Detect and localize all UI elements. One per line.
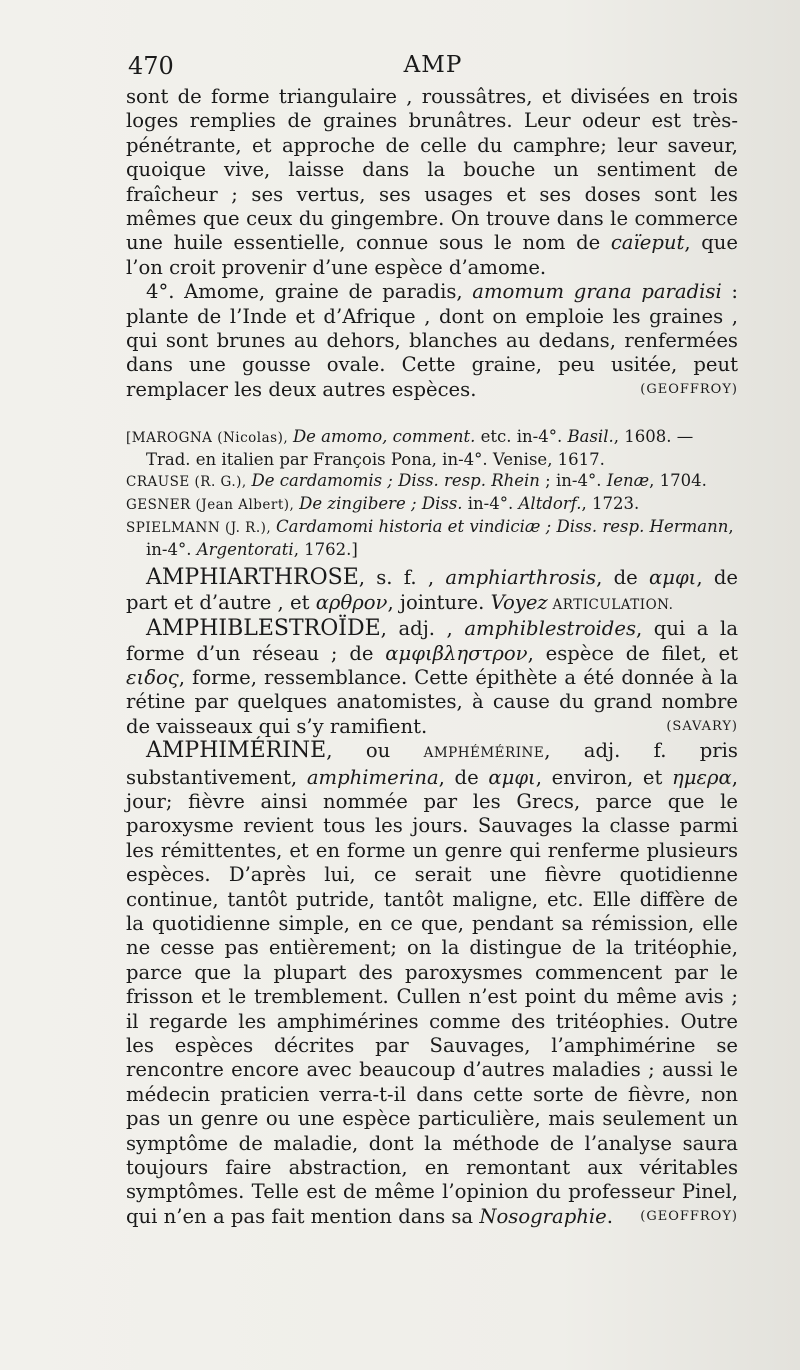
reference-item: in-4°. Argentorati, 1762.]: [146, 540, 358, 560]
reference-item: Trad. en italien par François Pona, in-4°. Venise, 1617.: [146, 450, 605, 470]
reference-item: [MAROGNA (Nicolas), De amomo, comment. etc. in-4°. Basil., 1608. —: [126, 427, 694, 447]
entry-headword: AMPHIBLESTROÏDE: [146, 616, 381, 642]
reference-item: SPIELMANN (J. R.), Cardamomi historia et vindiciæ ; Diss. resp. Hermann,: [126, 517, 734, 537]
paragraph-grain-of-paradise: 4°. Amome, graine de paradis, amomum grana paradisi : plante de l’Inde et d’Afrique , dont on emploie les graines , qui sont brunes au dehors, blanches au dedans, renfermées dans une gousse ovale. Cette graine, peu usitée, peut remplacer les deux autres espèces.: [126, 280, 738, 401]
author-signature: (SAVARY): [666, 719, 738, 735]
page-body: [126, 85, 738, 1229]
author-signature: (GEOFFROY): [640, 382, 738, 398]
paragraph-cardamom-description: sont de forme triangulaire , roussâtres, et divisées en trois loges remplies de graines brunâtres. Leur odeur est très-pénétrante, et approche de celle du camphre; leur saveur, quoique vive, laisse dans la bouche un sentiment de fraîcheur ; ses vertus, ses usages et ses doses sont les mêmes que ceux du gingembre. On trouve dans le commerce une huile essentielle, connue sous le nom de caïeput, que l’on croit provenir d’une espèce d’amome.: [126, 85, 738, 279]
italic-term: caïeput: [610, 231, 685, 255]
entry-amphimerine: AMPHIMÉRINE, ou AMPHÉMÉRINE, adj. f. pris substantivement, amphimerina, de αμφι, environ, et ημερα, jour; fièvre ainsi nommée par les Grecs, parce que le paroxysme revient tous les jours. Sauvages la classe parmi les rémittentes, et en forme un genre qui renferme plusieurs espèces. D’après lui, ce serait une fièvre quotidienne continue, tantôt putride, tantôt maligne, etc. Elle diffère de la quotidienne simple, en ce que, pendant sa rémission, elle ne cesse pas entièrement; on la distingue de la tritéophie, parce que la plupart des paroxysmes commencent par le frisson et le tremblement. Cullen n’est point du même avis ; il regarde les amphimérines comme des tritéophies. Outre les espèces décrites par Sauvages, l’amphimérine se rencontre encore avec beaucoup d’autres maladies ; aussi le médecin praticien verra-t-il dans cette sorte de fièvre, non pas un genre ou une espèce particulière, mais seulement un symptôme de maladie, dont la méthode de l’analyse saura toujours faire abstraction, en remontant aux véritables symptômes. Telle est de même l’opinion du professeur Pinel, qui n’en a pas fait mention dans sa Nosographie.: [126, 738, 738, 1228]
entry-headword: AMPHIARTHROSE: [146, 565, 359, 591]
running-head: AMP: [403, 52, 463, 78]
author-signature: (GEOFFROY): [640, 1209, 738, 1225]
entry-amphiblestroide: AMPHIBLESTROÏDE, adj. , amphiblestroides, qui a la forme d’un réseau ; de αμφιβληστρον, espèce de filet, et ειδος, forme, ressemblance. Cette épithète a été donnée à la rétine par quelques anatomistes, à cause du grand nombre de vaisseaux qui s’y ramifient.: [126, 616, 738, 738]
bibliography: [126, 426, 738, 560]
reference-item: GESNER (Jean Albert), De zingibere ; Diss. in-4°. Altdorf., 1723.: [126, 494, 640, 514]
italic-term: amomum grana paradisi: [472, 280, 722, 304]
page-header: [128, 52, 738, 82]
reference-item: CRAUSE (R. G.), De cardamomis ; Diss. resp. Rhein ; in-4°. Ienæ, 1704.: [126, 471, 707, 491]
entry-headword: AMPHIMÉRINE: [146, 738, 327, 764]
page-number: 470: [128, 52, 174, 80]
entry-amphiarthrose: AMPHIARTHROSE, s. f. , amphiarthrosis, de αμφι, de part et d’autre , et αρθρον, jointure. Voyez ARTICULATION.: [126, 565, 738, 614]
